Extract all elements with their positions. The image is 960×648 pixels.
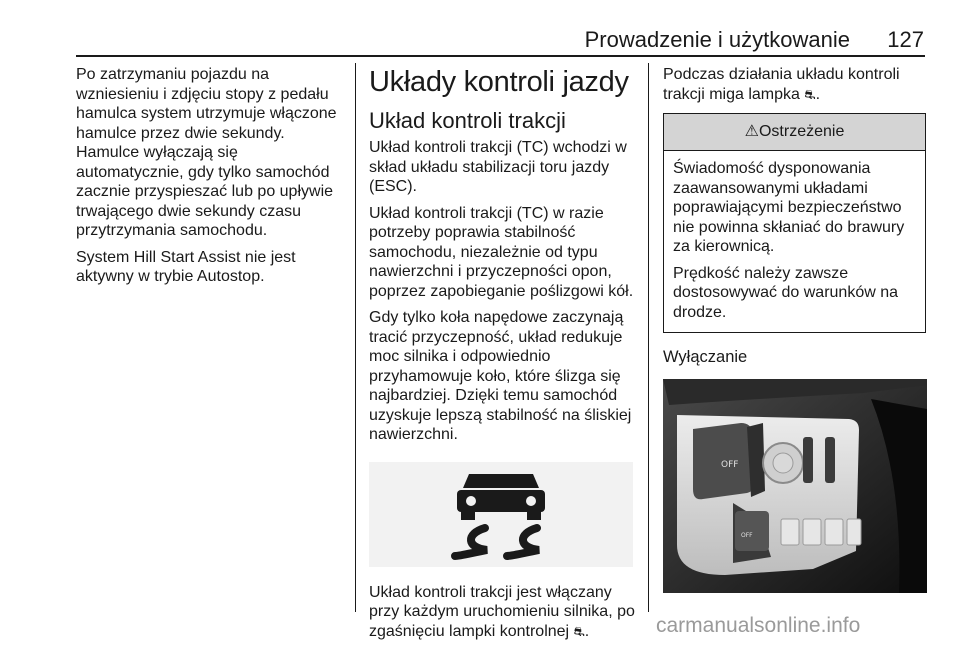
autostop-paragraph: System Hill Start Assist nie jest aktywny w trybie Autostop. bbox=[76, 248, 296, 285]
warning-paragraph-2: Prędkość należy zawsze dostosowywać do warunków na drodze. bbox=[673, 264, 899, 321]
column-3 bbox=[663, 65, 926, 593]
subsection-title: Układ kontroli trakcji bbox=[369, 108, 566, 133]
tc-off-label-top: OFF bbox=[721, 460, 739, 470]
warning-box bbox=[663, 113, 926, 333]
tc-off-label-bottom: OFF bbox=[741, 532, 753, 539]
tc-activation-text: Układ kontroli trakcji jest włączany przy każdym uruchomieniu silnika, po zgaśnięciu lampki kontrolnej bbox=[369, 583, 635, 640]
tc-off-button-illustration bbox=[663, 379, 927, 593]
traction-control-lamp-icon: ⛐ bbox=[804, 86, 816, 102]
traction-control-car-icon bbox=[369, 462, 633, 567]
tc-function-paragraph: Gdy tylko koła napędowe zaczynają tracić przyczepność, układ redukuje moc silnika i odpowiednio przyhamowuje koło, które ślizga się najbardziej. Dzięki temu samochód uzyskuje lepszą stabilność na śliskiej nawierzchni. bbox=[369, 309, 632, 443]
column-2 bbox=[369, 65, 635, 648]
traction-control-figure bbox=[369, 462, 633, 567]
hill-start-paragraph: Po zatrzymaniu pojazdu na wzniesieniu i zdjęciu stopy z pedału hamulca system utrzymuje włączone hamulce przez dwie sekundy. Hamulce wyłączają się automatycznie, gdy tylko samochód zacznie przyspieszać lub po upływie trwającego dwie sekundy czasu przytrzymania samochodu. bbox=[76, 66, 337, 239]
tc-activation-paragraph bbox=[369, 583, 635, 642]
footer-watermark: carmanualsonline.info bbox=[656, 614, 861, 637]
dashboard-switch-photo bbox=[663, 379, 927, 593]
tc-blink-paragraph bbox=[663, 65, 926, 104]
column-1 bbox=[76, 65, 342, 294]
warning-body bbox=[664, 151, 925, 332]
traction-control-lamp-icon: ⛐ bbox=[573, 623, 585, 639]
warning-header bbox=[664, 114, 925, 151]
tc-intro-paragraph: Układ kontroli trakcji (TC) wchodzi w skład układu stabilizacji toru jazdy (ESC). bbox=[369, 139, 627, 195]
tc-activation-end: . bbox=[584, 622, 590, 640]
disable-subheading: Wyłączanie bbox=[663, 348, 748, 366]
section-title: Układy kontroli jazdy bbox=[369, 66, 629, 98]
page-number: 127 bbox=[887, 27, 924, 52]
column-divider-2 bbox=[648, 63, 649, 612]
column-divider-1 bbox=[355, 63, 356, 612]
tc-blink-end: . bbox=[815, 85, 821, 103]
header-rule bbox=[76, 55, 925, 57]
warning-icon: ⚠ bbox=[744, 123, 759, 140]
warning-paragraph-1: Świadomość dysponowania zaawansowanymi układami poprawiającymi bezpieczeństwo nie powinna skłaniać do brawury za kierownicą. bbox=[673, 160, 905, 255]
tc-blink-text: Podczas działania układu kontroli trakcji miga lampka bbox=[663, 66, 900, 103]
tc-stability-paragraph: Układ kontroli trakcji (TC) w razie potrzeby poprawia stabilność samochodu, niezależnie od typu nawierzchni i przyczepności opon, poprzez zapobieganie poślizgowi kół. bbox=[369, 204, 634, 300]
running-header-title: Prowadzenie i użytkowanie bbox=[584, 27, 850, 52]
warning-title: Ostrzeżenie bbox=[758, 123, 845, 140]
